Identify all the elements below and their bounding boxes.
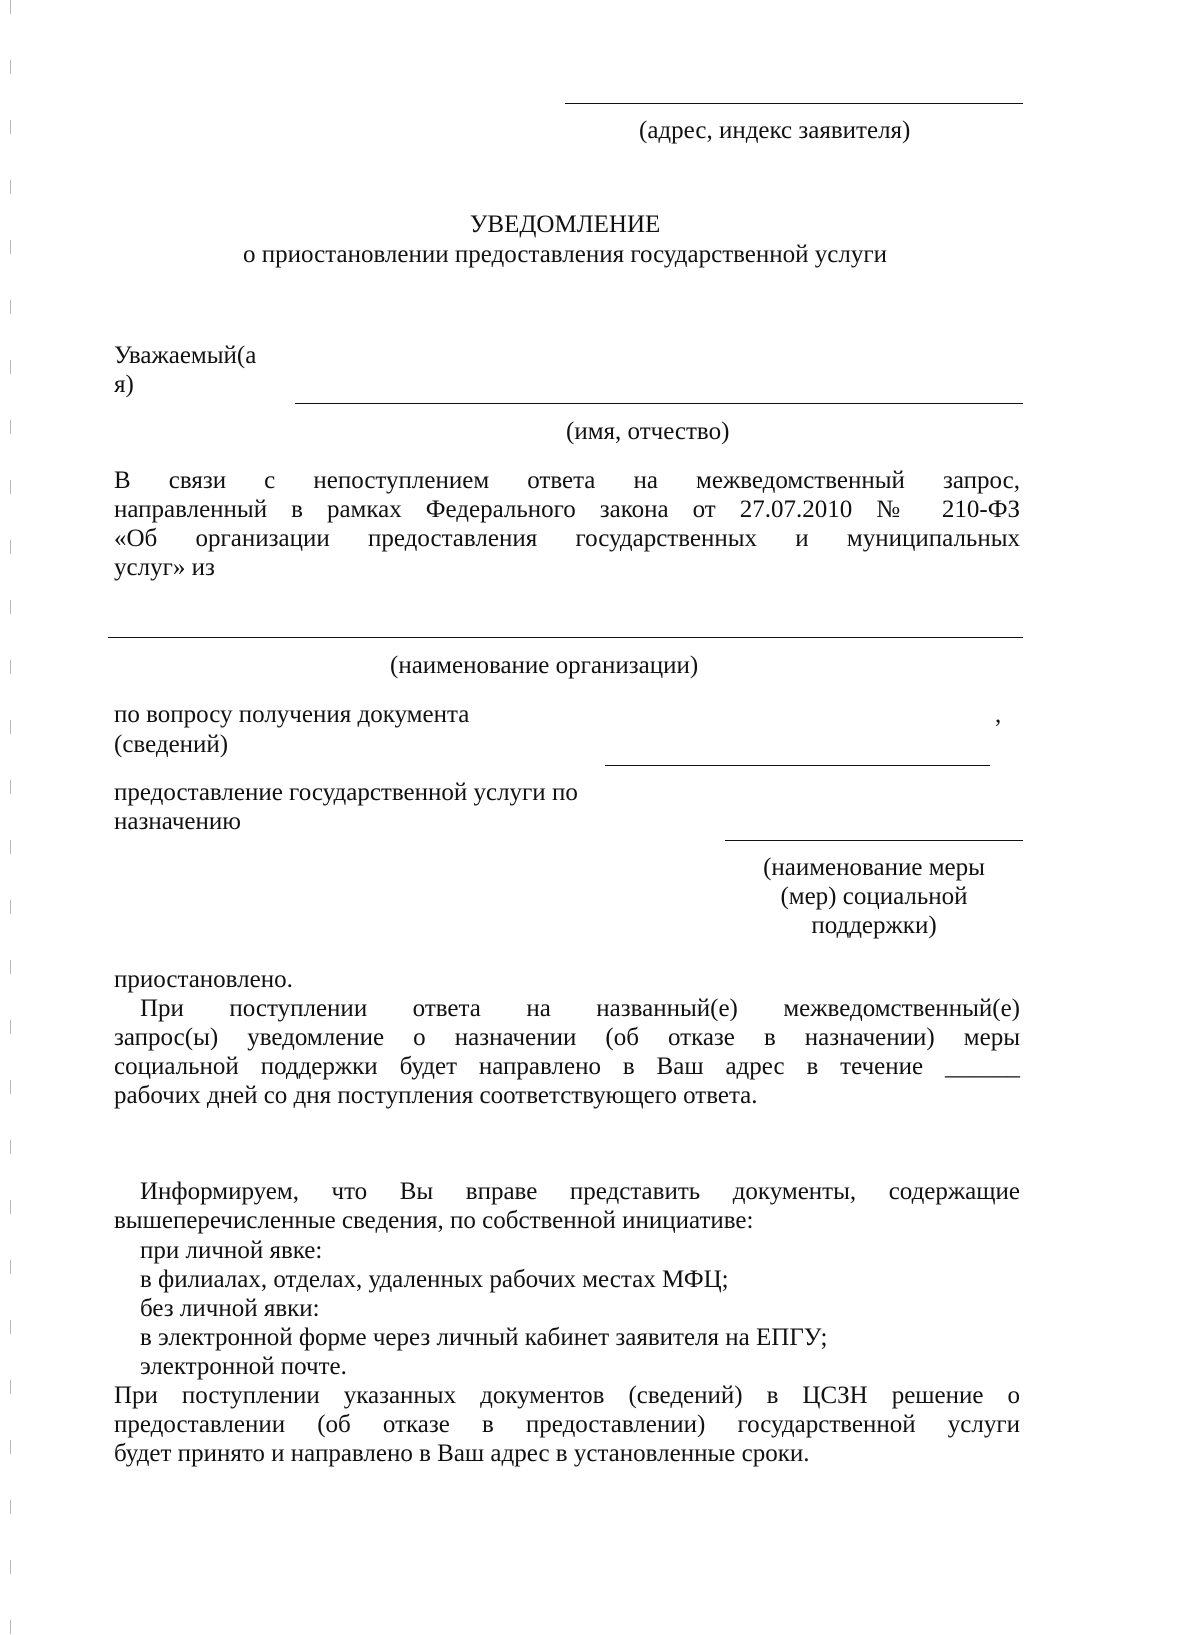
list-item-5: электронной почте. — [140, 1353, 347, 1380]
measure-caption-line-2: (мер) социальной — [780, 883, 968, 910]
list-item-3: без личной явки: — [140, 1295, 320, 1322]
name-line — [295, 403, 1023, 404]
list-item-2: в филиалах, отделах, удаленных рабочих местах МФЦ; — [140, 1266, 729, 1293]
name-caption: (имя, отчество) — [566, 418, 730, 445]
organization-caption: (наименование организации) — [390, 652, 699, 679]
suspended-text: приостановлено. — [114, 966, 293, 993]
address-line — [565, 103, 1023, 104]
measure-caption-line-1: (наименование меры — [763, 854, 985, 881]
para2-line-3: социальной поддержки будет направлено в Ваш адрес в течение ______ — [114, 1053, 1020, 1080]
service-line-1: предоставление государственной услуги по — [114, 779, 578, 806]
para3-line-1: Информируем, что Вы вправе представить документы, содержащие — [140, 1178, 1020, 1205]
para2-line-1: При поступлении ответа на названный(е) межведомственный(е) — [140, 995, 1020, 1022]
para4-line-3: будет принято и направлено в Ваш адрес в установленные сроки. — [114, 1440, 810, 1467]
question-line-2: (сведений) — [114, 731, 229, 758]
document-title: УВЕДОМЛЕНИЕ — [469, 211, 661, 238]
organization-line — [108, 637, 1023, 638]
address-caption: (адрес, индекс заявителя) — [639, 117, 911, 144]
question-line-1: по вопросу получения документа — [114, 701, 470, 728]
para3-line-2: вышеперечисленные сведения, по собственной инициативе: — [114, 1207, 754, 1234]
para1-line-2: направленный в рамках Федерального закона от 27.07.2010 № 210-ФЗ — [114, 496, 1020, 523]
question-comma: , — [995, 701, 1002, 728]
document-subtitle: о приостановлении предоставления государственной услуги — [243, 241, 887, 268]
greeting-line-2: я) — [114, 371, 134, 398]
para2-line-2: запрос(ы) уведомление о назначении (об отказе в назначении) меры — [114, 1024, 1020, 1051]
list-item-1: при личной явке: — [140, 1237, 323, 1264]
measure-caption-line-3: поддержки) — [811, 912, 937, 939]
greeting-line-1: Уважаемый(а — [114, 342, 257, 369]
para4-line-2: предоставлении (об отказе в предоставлении) государственной услуги — [114, 1411, 1020, 1438]
para2-line-4: рабочих дней со дня поступления соответствующего ответа. — [114, 1082, 758, 1109]
measure-line — [725, 840, 1023, 841]
list-item-4: в электронной форме через личный кабинет заявителя на ЕПГУ; — [140, 1324, 828, 1351]
para4-line-1: При поступлении указанных документов (сведений) в ЦСЗН решение о — [114, 1382, 1020, 1409]
para1-line-1: В связи с непоступлением ответа на межведомственный запрос, — [114, 467, 1020, 494]
document-line — [605, 765, 990, 766]
para1-line-4: услуг» из — [114, 554, 215, 581]
para1-line-3: «Об организации предоставления государственных и муниципальных — [114, 525, 1020, 552]
service-line-2: назначению — [114, 808, 241, 835]
